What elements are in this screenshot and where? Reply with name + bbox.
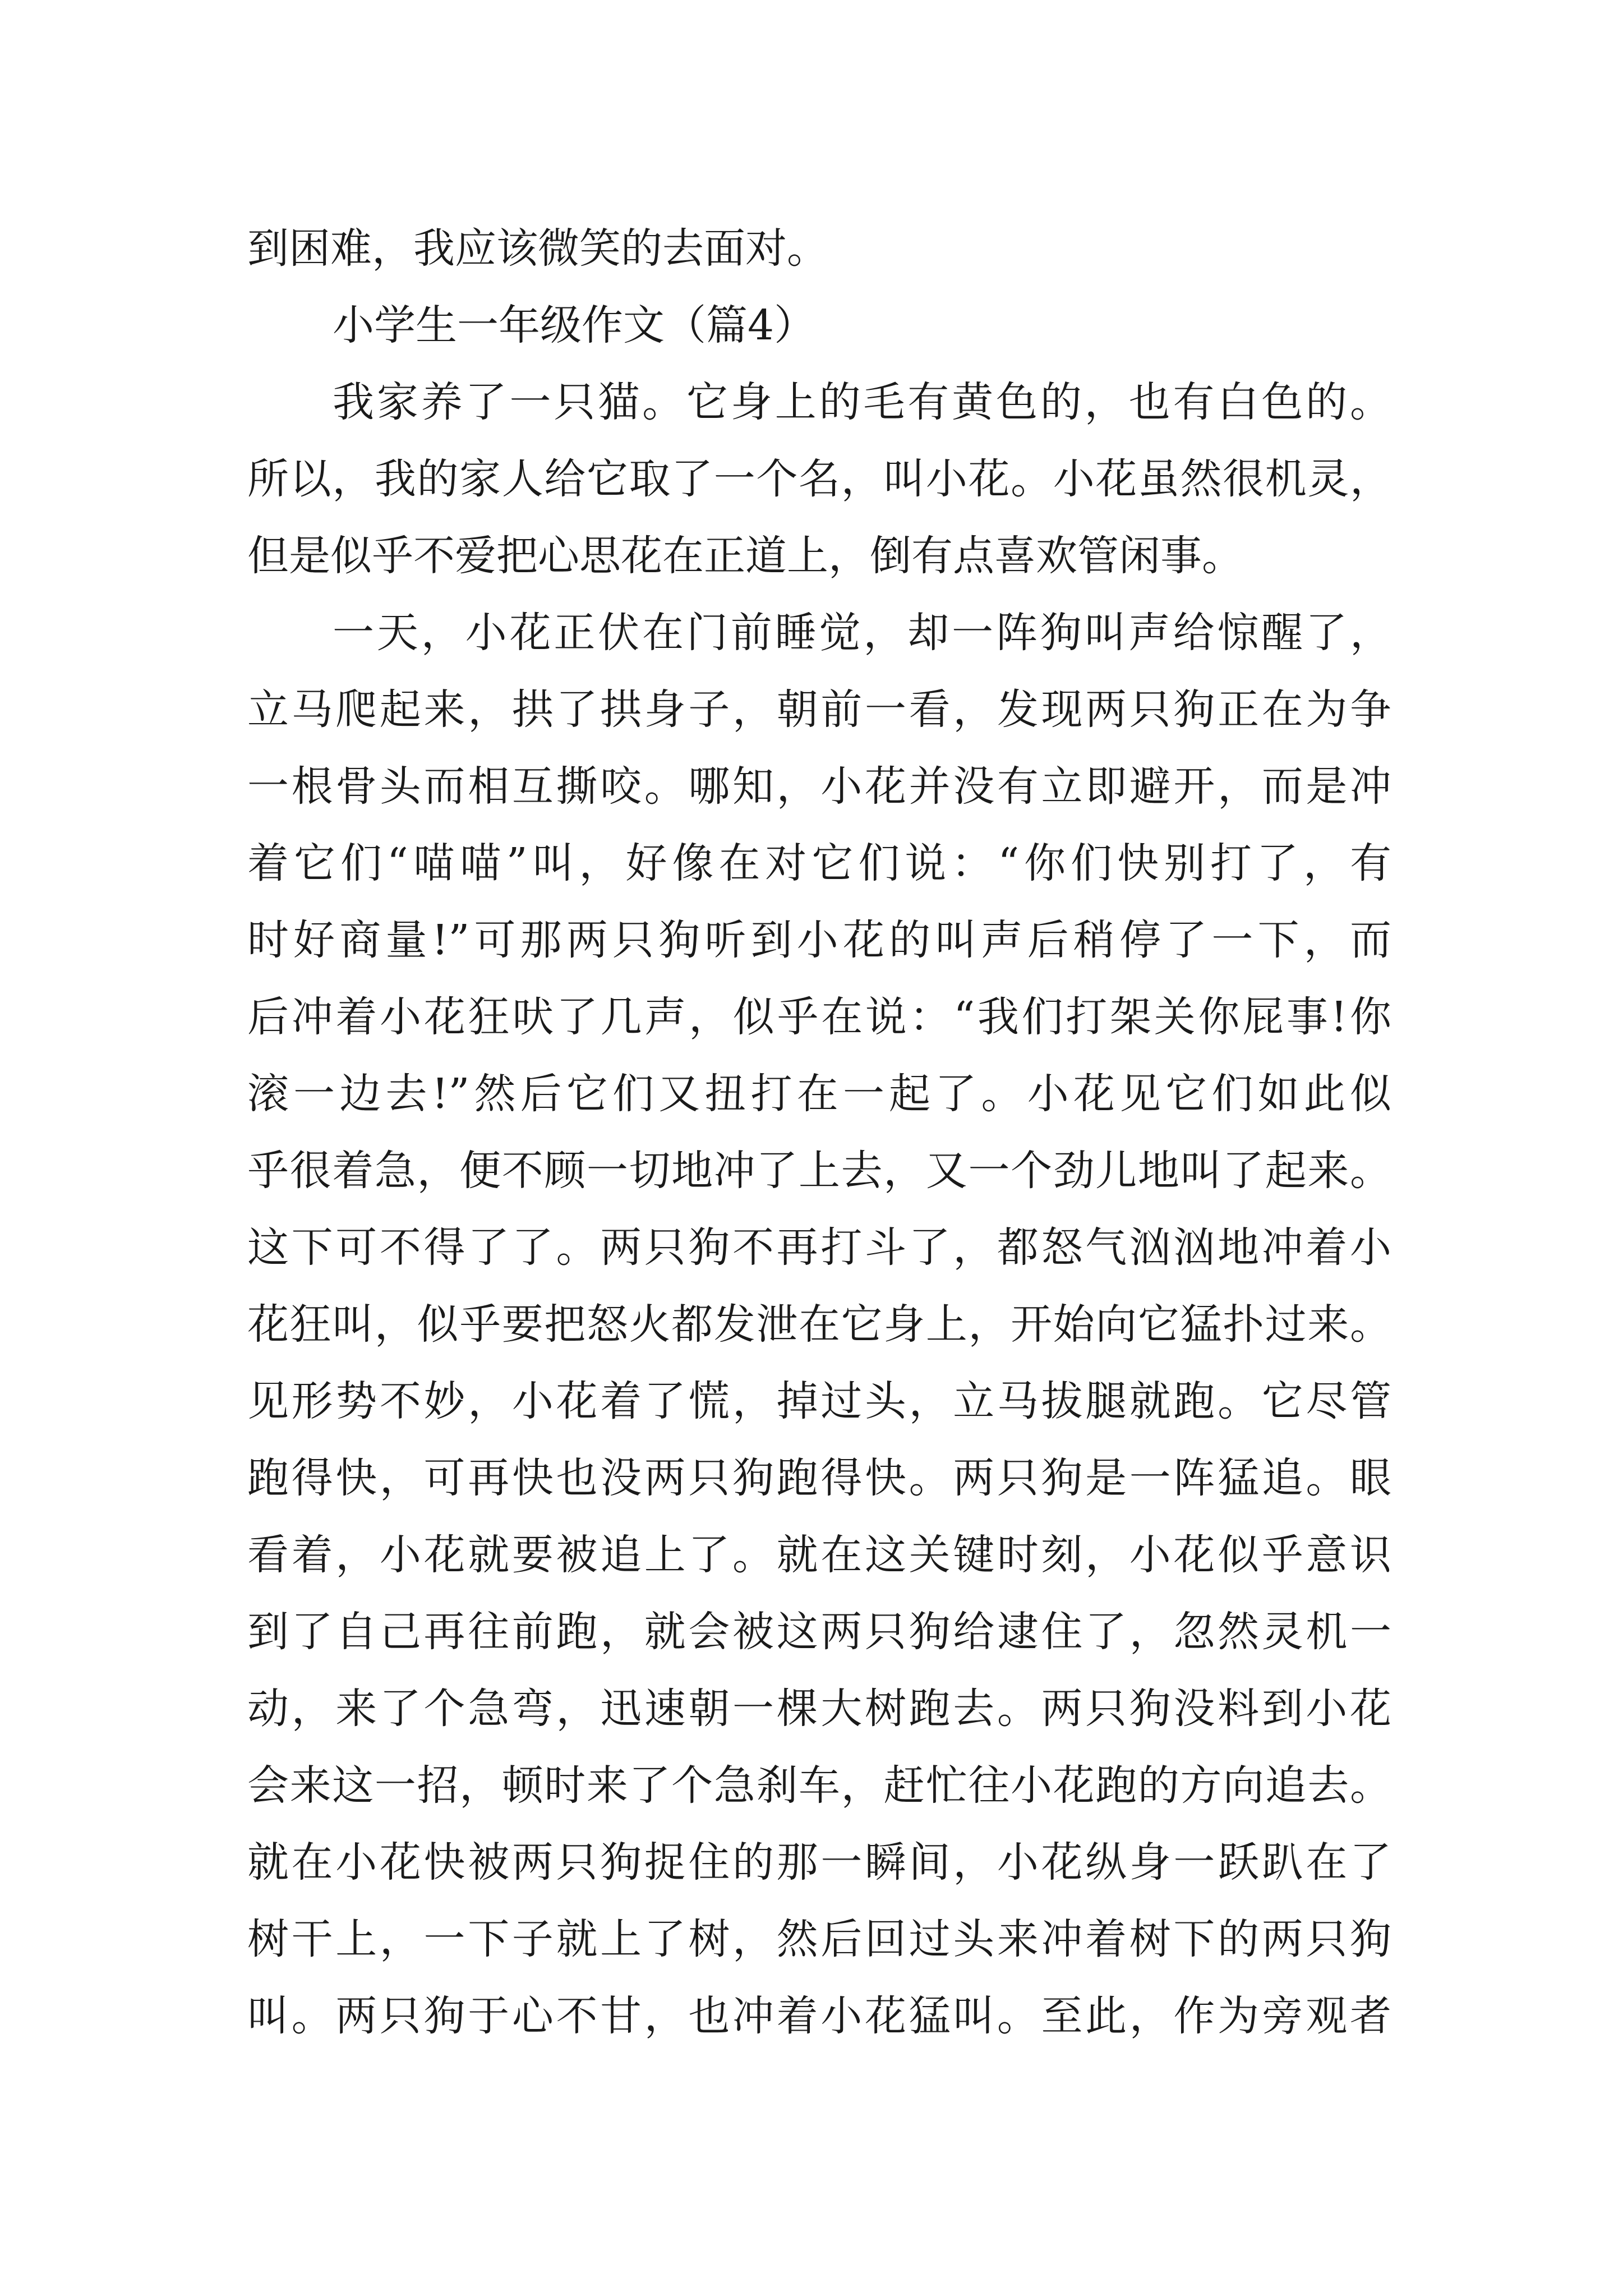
text-line: 见形势不妙，小花着了慌，掉过头，立马拔腿就跑。它尽管 bbox=[247, 1377, 1391, 1425]
section-heading: 小学生一年级作文（篇4） bbox=[333, 301, 816, 349]
text-line: 但是似乎不爱把心思花在正道上，倒有点喜欢管闲事。 bbox=[247, 532, 1243, 580]
text-line: 这下可不得了了。两只狗不再打斗了，都怒气汹汹地冲着小 bbox=[247, 1223, 1391, 1272]
text-line: 到了自己再往前跑，就会被这两只狗给逮住了，忽然灵机一 bbox=[247, 1608, 1391, 1656]
text-line: 叫。两只狗于心不甘，也冲着小花猛叫。至此，作为旁观者 bbox=[247, 1992, 1391, 2040]
text-line: 一天，小花正伏在门前睡觉，却一阵狗叫声给惊醒了， bbox=[333, 609, 1391, 657]
text-line: 立马爬起来，拱了拱身子，朝前一看，发现两只狗正在为争 bbox=[247, 685, 1391, 734]
text-line: 着它们“喵喵”叫，好像在对它们说：“你们快别打了，有 bbox=[247, 839, 1391, 887]
text-line: 会来这一招，顿时来了个急刹车，赶忙往小花跑的方向追去。 bbox=[247, 1761, 1391, 1810]
text-line: 树干上，一下子就上了树，然后回过头来冲着树下的两只狗 bbox=[247, 1915, 1391, 1963]
text-line: 后冲着小花狂吠了几声，似乎在说：“我们打架关你屁事!你 bbox=[247, 993, 1391, 1041]
text-line: 我家养了一只猫。它身上的毛有黄色的，也有白色的。 bbox=[333, 378, 1391, 426]
text-line: 看着，小花就要被追上了。就在这关键时刻，小花似乎意识 bbox=[247, 1531, 1391, 1579]
text-line: 滚一边去!”然后它们又扭打在一起了。小花见它们如此似 bbox=[247, 1070, 1391, 1118]
text-line: 乎很着急，便不顾一切地冲了上去，又一个劲儿地叫了起来。 bbox=[247, 1147, 1391, 1195]
text-line: 一根骨头而相互撕咬。哪知，小花并没有立即避开，而是冲 bbox=[247, 762, 1391, 811]
text-line: 动，来了个急弯，迅速朝一棵大树跑去。两只狗没料到小花 bbox=[247, 1685, 1391, 1733]
text-line: 跑得快，可再快也没两只狗跑得快。两只狗是一阵猛追。眼 bbox=[247, 1454, 1391, 1502]
text-line: 就在小花快被两只狗捉住的那一瞬间，小花纵身一跃趴在了 bbox=[247, 1838, 1391, 1887]
document-body bbox=[247, 210, 1391, 2055]
text-line: 到困难，我应该微笑的去面对。 bbox=[247, 224, 828, 273]
text-line: 时好商量!”可那两只狗听到小花的叫声后稍停了一下，而 bbox=[247, 916, 1391, 964]
text-line: 所以，我的家人给它取了一个名，叫小花。小花虽然很机灵， bbox=[247, 455, 1391, 503]
text-line: 花狂叫，似乎要把怒火都发泄在它身上，开始向它猛扑过来。 bbox=[247, 1300, 1391, 1349]
